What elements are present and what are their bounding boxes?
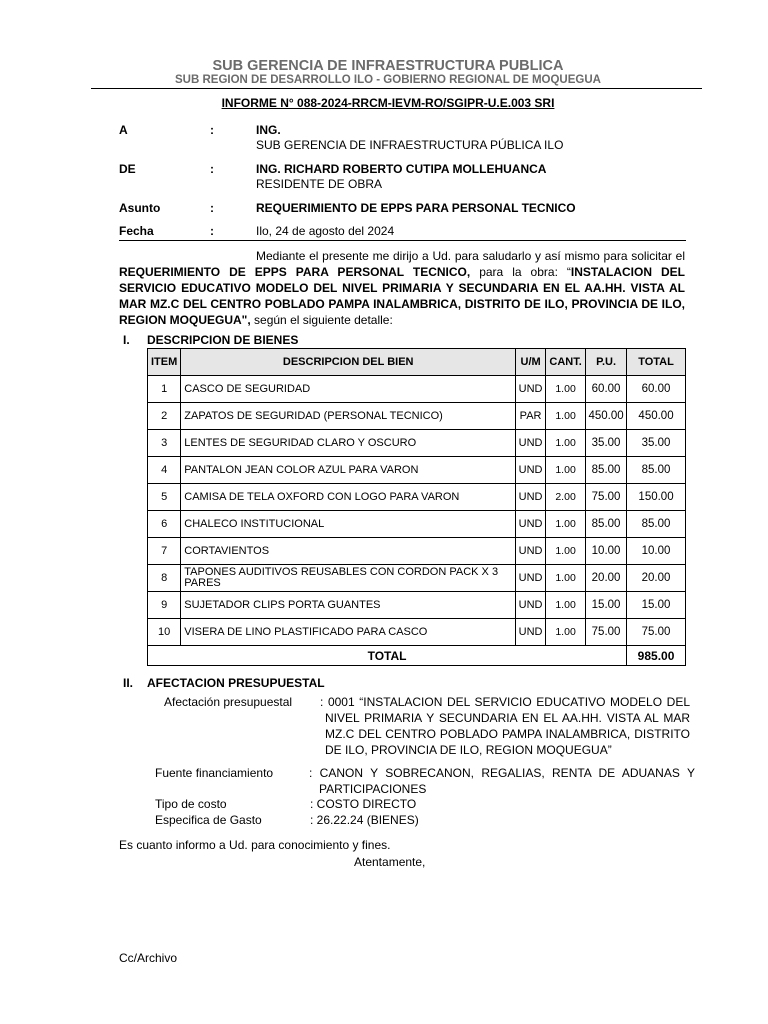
cell-item: 5 xyxy=(148,484,181,511)
table-header-row xyxy=(148,349,686,376)
cell-total: 10.00 xyxy=(627,538,686,565)
afectacion-label: Afectación presupuestal xyxy=(164,695,293,709)
cell-total: 85.00 xyxy=(627,457,686,484)
cell-description: SUJETADOR CLIPS PORTA GUANTES xyxy=(181,592,516,619)
field-de-value-2: RESIDENTE DE OBRA xyxy=(256,177,383,191)
cell-um: UND xyxy=(516,565,546,592)
fuente-label: Fuente financiamiento xyxy=(155,766,274,780)
cell-pu: 35.00 xyxy=(586,430,627,457)
section-1-title: DESCRIPCION DE BIENES xyxy=(147,333,299,347)
items-table xyxy=(147,348,686,666)
field-asunto-value: REQUERIMIENTO DE EPPS PARA PERSONAL TECNICO xyxy=(256,201,576,215)
especifica-gasto-value: : 26.22.24 (BIENES) xyxy=(310,813,419,827)
fields-divider xyxy=(119,240,686,241)
cell-cant: 1.00 xyxy=(546,511,586,538)
cell-description: ZAPATOS DE SEGURIDAD (PERSONAL TECNICO) xyxy=(181,403,516,430)
field-de-label: DE xyxy=(119,162,136,176)
col-header-pu: P.U. xyxy=(586,349,627,376)
cell-cant: 1.00 xyxy=(546,376,586,403)
table-row xyxy=(148,430,686,457)
table-row xyxy=(148,484,686,511)
cell-description: CHALECO INSTITUCIONAL xyxy=(181,511,516,538)
cell-description: CAMISA DE TELA OXFORD CON LOGO PARA VARON xyxy=(181,484,516,511)
cell-cant: 1.00 xyxy=(546,592,586,619)
cell-total: 450.00 xyxy=(627,403,686,430)
cell-item: 10 xyxy=(148,619,181,646)
cell-item: 6 xyxy=(148,511,181,538)
intro-text-4: INSTALACION DEL SERVICIO EDUCATIVO MODELO DEL NIVEL PRIMARIA Y SECUNDARIA EN EL AA.HH. VISTA AL MAR MZ.C DEL CENTRO POBLADO PAMPA INALAMBRICA, DISTRITO DE ILO, PROVINCIA DE ILO, REGION MOQUEGUA", xyxy=(119,265,685,327)
table-row xyxy=(148,457,686,484)
cell-pu: 20.00 xyxy=(586,565,627,592)
table-row xyxy=(148,403,686,430)
cell-um: UND xyxy=(516,538,546,565)
cell-um: UND xyxy=(516,592,546,619)
cell-description: CASCO DE SEGURIDAD xyxy=(181,376,516,403)
table-row xyxy=(148,619,686,646)
intro-text-1: Mediante el presente me dirijo a Ud. para saludarlo y así mismo para solicitar el xyxy=(256,249,685,263)
cell-total: 150.00 xyxy=(627,484,686,511)
cell-item: 3 xyxy=(148,430,181,457)
cell-um: PAR xyxy=(516,403,546,430)
cell-cant: 2.00 xyxy=(546,484,586,511)
cell-cant: 1.00 xyxy=(546,619,586,646)
intro-text-2: REQUERIMIENTO DE EPPS PARA PERSONAL TECNICO, xyxy=(119,265,471,279)
cell-pu: 85.00 xyxy=(586,511,627,538)
cell-description: LENTES DE SEGURIDAD CLARO Y OSCURO xyxy=(181,430,516,457)
cell-item: 9 xyxy=(148,592,181,619)
cell-cant: 1.00 xyxy=(546,565,586,592)
cell-description: PANTALON JEAN COLOR AZUL PARA VARON xyxy=(181,457,516,484)
field-asunto-colon: : xyxy=(210,201,214,215)
org-subtitle: SUB REGION DE DESARROLLO ILO - GOBIERNO REGIONAL DE MOQUEGUA xyxy=(175,74,601,86)
cell-um: UND xyxy=(516,511,546,538)
cell-item: 8 xyxy=(148,565,181,592)
field-a-value: ING. xyxy=(256,123,281,137)
tipo-costo-value: : COSTO DIRECTO xyxy=(310,797,417,811)
col-header-item: ITEM xyxy=(148,349,181,376)
field-fecha-label: Fecha xyxy=(119,224,154,238)
section-2-number: II. xyxy=(123,676,134,690)
cell-pu: 10.00 xyxy=(586,538,627,565)
intro-paragraph xyxy=(119,248,685,328)
field-fecha-colon: : xyxy=(210,224,214,238)
table-total-row xyxy=(148,646,686,666)
cell-item: 7 xyxy=(148,538,181,565)
report-title: INFORME N° 088-2024-RRCM-IEVM-RO/SGIPR-U.E.003 SRI xyxy=(221,96,555,110)
closing-salutation: Atentamente, xyxy=(354,855,426,869)
field-de-colon: : xyxy=(210,162,214,176)
afectacion-value: : 0001 “INSTALACION DEL SERVICIO EDUCATIVO MODELO DEL NIVEL PRIMARIA Y SECUNDARIA EN EL AA.HH. VISTA AL MAR MZ.C DEL CENTRO POBLADO PAMPA INALAMBRICA, DISTRITO DE ILO, PROVINCIA DE ILO, REGION MOQUEGUA” xyxy=(320,695,690,757)
intro-text-3: para la obra: “ xyxy=(470,265,571,279)
intro-text-5: según el siguiente detalle: xyxy=(250,313,393,327)
cell-pu: 75.00 xyxy=(586,484,627,511)
cell-total: 75.00 xyxy=(627,619,686,646)
field-a-value-2: SUB GERENCIA DE INFRAESTRUCTURA PÚBLICA ILO xyxy=(256,138,564,152)
cell-um: UND xyxy=(516,619,546,646)
table-row xyxy=(148,565,686,592)
cell-um: UND xyxy=(516,457,546,484)
cell-total: 20.00 xyxy=(627,565,686,592)
cell-pu: 60.00 xyxy=(586,376,627,403)
cell-um: UND xyxy=(516,484,546,511)
table-row xyxy=(148,592,686,619)
cell-item: 4 xyxy=(148,457,181,484)
cell-cant: 1.00 xyxy=(546,457,586,484)
cell-description: CORTAVIENTOS xyxy=(181,538,516,565)
cell-description: VISERA DE LINO PLASTIFICADO PARA CASCO xyxy=(181,619,516,646)
cell-cant: 1.00 xyxy=(546,403,586,430)
total-value: 985.00 xyxy=(627,646,686,666)
especifica-gasto-label: Especifica de Gasto xyxy=(155,813,262,827)
tipo-costo-label: Tipo de costo xyxy=(155,797,227,811)
field-asunto-label: Asunto xyxy=(119,201,161,215)
field-fecha-value: Ilo, 24 de agosto del 2024 xyxy=(256,224,395,238)
cell-total: 85.00 xyxy=(627,511,686,538)
table-row xyxy=(148,538,686,565)
header-divider xyxy=(91,88,702,89)
fuente-value: : CANON Y SOBRECANON, REGALIAS, RENTA DE ADUANAS Y PARTICIPACIONES xyxy=(309,766,695,796)
cc-archivo: Cc/Archivo xyxy=(119,951,178,965)
org-name: SUB GERENCIA DE INFRAESTRUCTURA PUBLICA xyxy=(212,58,564,74)
cell-pu: 75.00 xyxy=(586,619,627,646)
cell-um: UND xyxy=(516,376,546,403)
cell-pu: 15.00 xyxy=(586,592,627,619)
closing-text: Es cuanto informo a Ud. para conocimiento y fines. xyxy=(119,838,391,852)
cell-total: 35.00 xyxy=(627,430,686,457)
cell-total: 15.00 xyxy=(627,592,686,619)
col-header-cant: CANT. xyxy=(546,349,586,376)
cell-item: 2 xyxy=(148,403,181,430)
cell-item: 1 xyxy=(148,376,181,403)
cell-total: 60.00 xyxy=(627,376,686,403)
section-2-title: AFECTACION PRESUPUESTAL xyxy=(147,676,325,690)
field-a-colon: : xyxy=(210,123,214,137)
section-1-number: I. xyxy=(123,333,130,347)
table-row xyxy=(148,511,686,538)
cell-pu: 85.00 xyxy=(586,457,627,484)
col-header-um: U/M xyxy=(516,349,546,376)
table-row xyxy=(148,376,686,403)
field-de-value: ING. RICHARD ROBERTO CUTIPA MOLLEHUANCA xyxy=(256,162,547,176)
field-a-label: A xyxy=(119,123,128,137)
cell-description: TAPONES AUDITIVOS REUSABLES CON CORDON PACK X 3 PARES xyxy=(181,565,516,592)
total-label: TOTAL xyxy=(148,646,627,666)
cell-cant: 1.00 xyxy=(546,538,586,565)
cell-um: UND xyxy=(516,430,546,457)
col-header-description: DESCRIPCION DEL BIEN xyxy=(181,349,516,376)
cell-pu: 450.00 xyxy=(586,403,627,430)
cell-cant: 1.00 xyxy=(546,430,586,457)
col-header-total: TOTAL xyxy=(627,349,686,376)
